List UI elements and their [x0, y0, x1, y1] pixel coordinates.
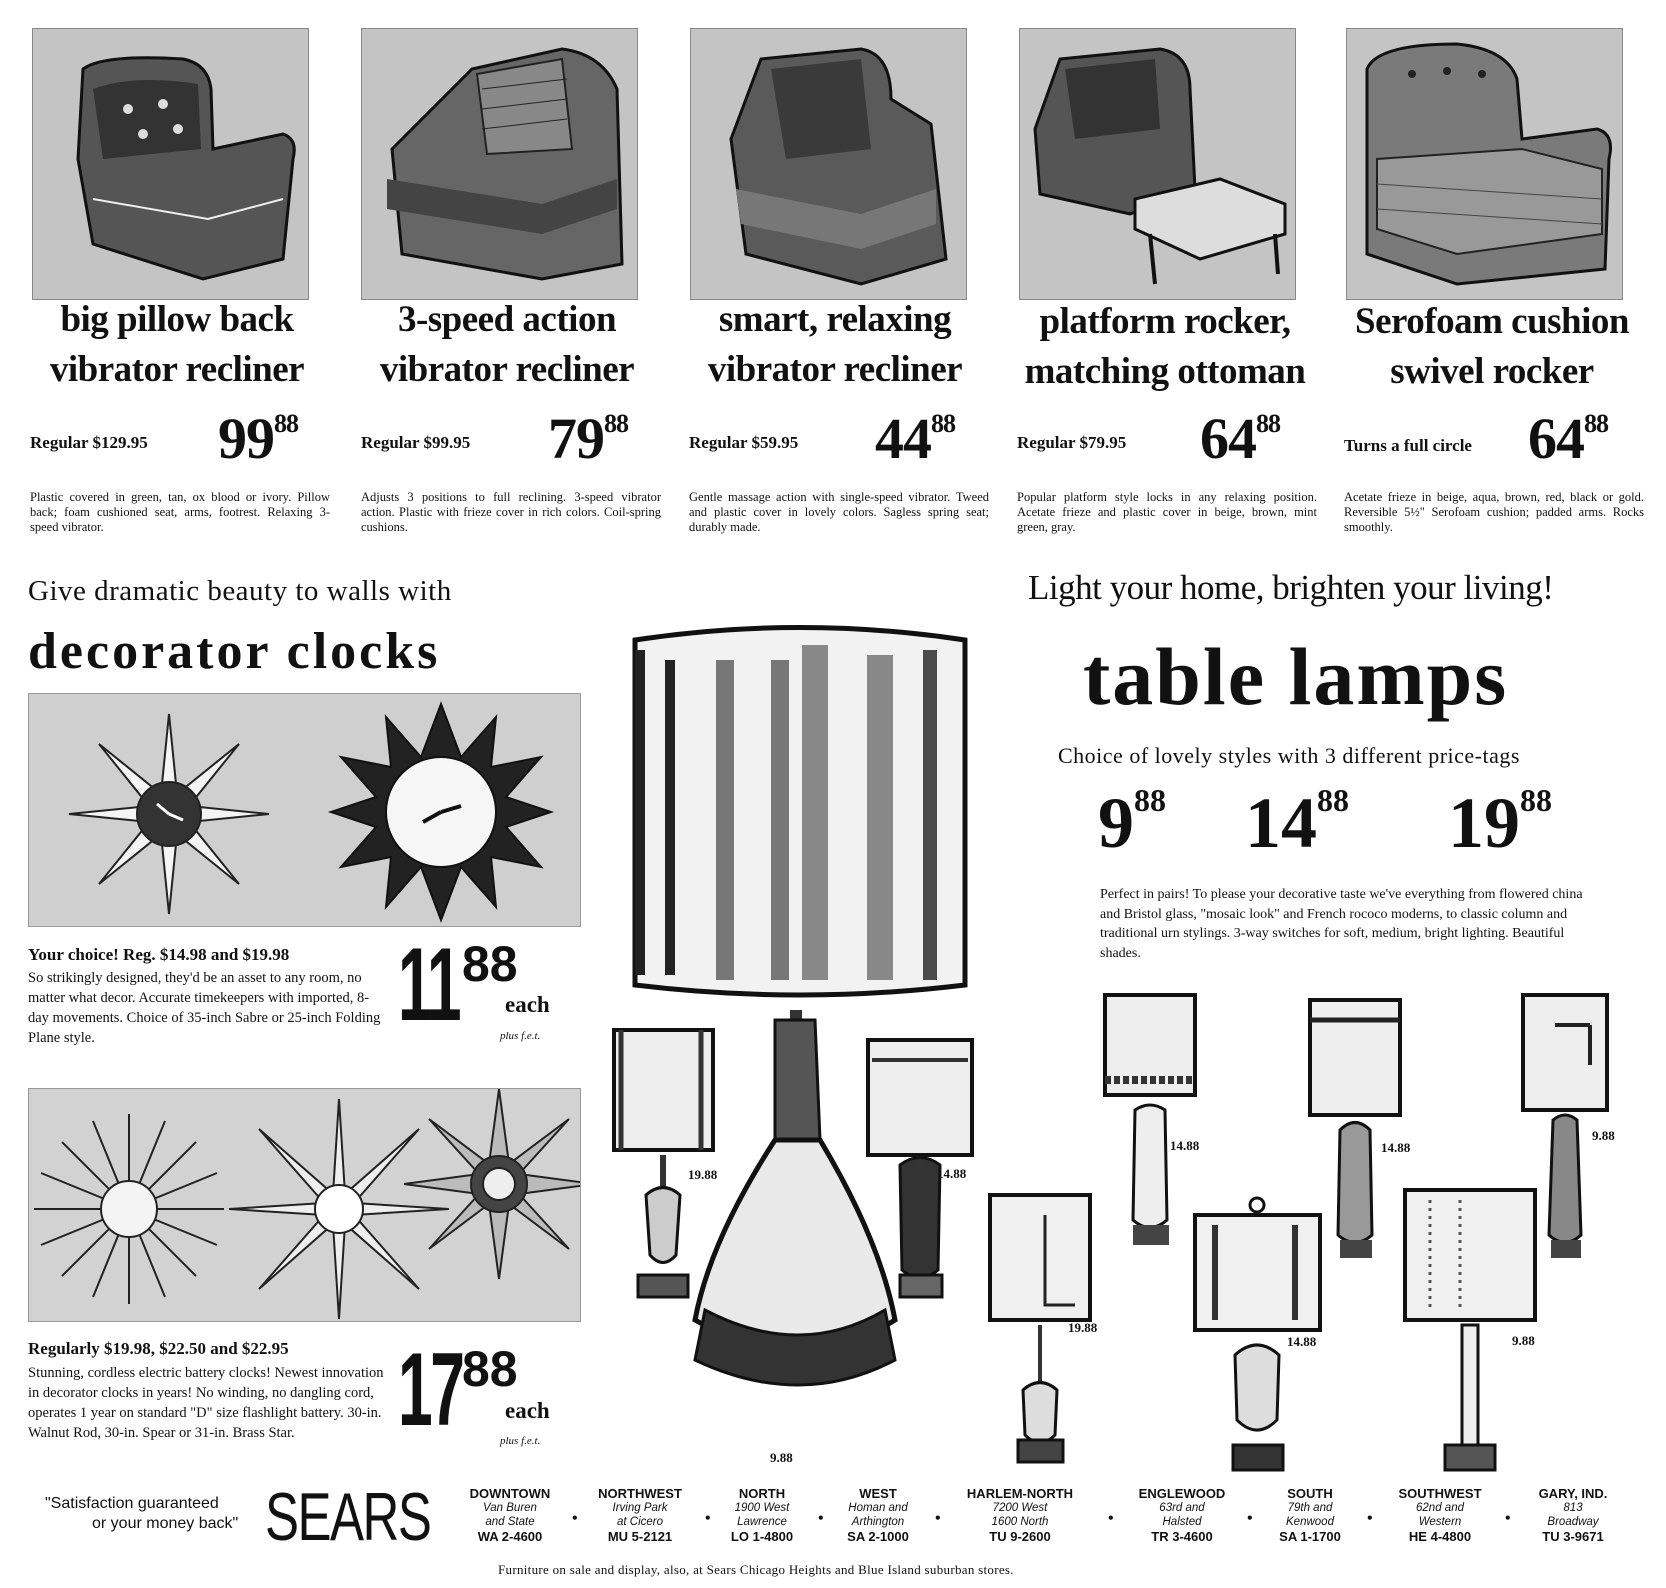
clock-offer-2-price-cents: 88	[462, 1341, 518, 1397]
store-harlem-north: HARLEM-NORTH 7200 West 1600 North TU 9-2600	[966, 1486, 1074, 1544]
chair-1-title-line1: big pillow back	[60, 299, 294, 340]
store-southwest: SOUTHWEST 62nd and Western HE 4-4800	[1398, 1486, 1482, 1544]
clock-offer-1-description: So strikingly designed, they'd be an asset to any room, no matter what decor. Accurate timekeepers with imported, 8-day movements. Choice of 35-inch Sabre or 25-inch Folding Plane style.	[28, 970, 381, 1046]
store-downtown: DOWNTOWN Van Buren and State WA 2-4600	[469, 1486, 551, 1544]
recliner-image-1	[32, 28, 309, 300]
lamps-description: Perfect in pairs! To please your decorative taste we've everything from flowered china and Bristol glass, "mosaic look" and French rococo moderns, to classic column and traditional urn stylings. 3-way switches for soft, medium, bright lighting. Beautiful shades.	[1100, 887, 1583, 961]
chair-5-description: Acetate frieze in beige, aqua, brown, red, black or gold. Reversible 5½" Serofoam cushion; padded arms. Rocks smoothly.	[1344, 490, 1644, 534]
chair-4-title-line2: matching ottoman	[1024, 351, 1306, 392]
store-englewood: ENGLEWOOD 63rd and Halsted TR 3-4600	[1138, 1486, 1226, 1544]
chair-4-description: Popular platform style locks in any relaxing position. Acetate frieze and plastic cover in beige, brown, mint green, gray.	[1017, 490, 1317, 534]
store-separator: •	[705, 1510, 711, 1527]
clock-offer-2-description: Stunning, cordless electric battery clocks! Newest innovation in decorator clocks in years! No winding, no dangling cord, operates 1 year on standard "D" size flashlight battery. 30-in. Walnut Rod, 30-in. Spear or 31-in. Brass Star.	[28, 1365, 384, 1441]
clock-offer-2-heading: Regularly $19.98, $22.50 and $22.95	[28, 1339, 289, 1358]
store-west: WEST Homan and Arthington SA 2-1000	[847, 1486, 909, 1544]
lamp-6-price: 14.88	[1381, 1140, 1411, 1155]
chair-4-sale-price: $64^{88}$	[1200, 406, 1281, 471]
clock-offer-2-each: each	[505, 1398, 550, 1423]
swivel-rocker-image	[1346, 28, 1623, 300]
store-northwest: NORTHWEST Irving Park at Cicero MU 5-2121	[598, 1486, 682, 1544]
recliner-image-2	[361, 28, 638, 300]
lamp-5-price: 14.88	[1287, 1334, 1317, 1349]
chair-3-sale-price: $44^{88}$	[875, 406, 956, 471]
clock-offer-1-price: 11	[398, 927, 460, 1043]
chair-2-regular-price: Regular $99.95	[361, 433, 471, 452]
chair-3-description: Gentle massage action with single-speed vibrator. Tweed and plastic cover in lovely colors. Sagless spring seat; durably made.	[689, 490, 989, 534]
lamp-4-price: 14.88	[1170, 1138, 1200, 1153]
sears-logo: SEARS	[265, 1479, 431, 1555]
lamp-price-3: $19^{88}$	[1448, 782, 1552, 863]
store-separator: •	[1247, 1510, 1253, 1527]
store-separator: •	[818, 1510, 824, 1527]
clocks-headline: decorator clocks	[28, 623, 441, 680]
chair-2-title-line2: vibrator recliner	[379, 349, 635, 390]
platform-rocker-image	[1019, 28, 1296, 300]
chair-3-title-line2: vibrator recliner	[707, 349, 963, 390]
store-separator: •	[1108, 1510, 1114, 1527]
recliner-image-3	[690, 28, 967, 300]
chair-4-title-line1: platform rocker,	[1039, 301, 1291, 342]
clock-offer-1-each: each	[505, 992, 550, 1017]
clocks-intro: Give dramatic beauty to walls with	[28, 575, 452, 607]
clock-photo-1	[28, 693, 581, 927]
store-gary: GARY, IND. 813 Broadway TU 3-9671	[1538, 1486, 1608, 1544]
lamp-illustration-1	[606, 1020, 721, 1310]
store-south: SOUTH 79th and Kenwood SA 1-1700	[1279, 1486, 1341, 1544]
chair-2-title-line1: 3-speed action	[397, 299, 617, 340]
chair-5-sale-price: $64^{88}$	[1528, 406, 1609, 471]
chair-2-sale-price: $79^{88}$	[548, 406, 629, 471]
chair-5-title-line1: Serofoam cushion	[1355, 301, 1629, 342]
suburban-stores-note: Furniture on sale and display, also, at Sears Chicago Heights and Blue Island suburban stores.	[498, 1562, 1014, 1577]
large-lamp-price: 9.88	[770, 1450, 793, 1465]
lamp-3-price: 19.88	[1068, 1320, 1098, 1335]
lamps-subheading: Choice of lovely styles with 3 different price-tags	[1058, 743, 1520, 768]
clock-offer-2-tax-note: plus f.e.t.	[500, 1435, 541, 1447]
clock-offer-1-price-cents: 88	[462, 936, 518, 992]
store-separator: •	[1367, 1510, 1373, 1527]
lamp-price-1: $9^{88}$	[1098, 782, 1166, 863]
chair-1-description: Plastic covered in green, tan, ox blood or ivory. Pillow back; foam cushioned seat, arms, footrest. Relaxing 3-speed vibrator.	[30, 490, 330, 534]
store-north: NORTH 1900 West Lawrence LO 1-4800	[730, 1486, 794, 1544]
lamp-price-2: $14^{88}$	[1245, 782, 1349, 863]
clock-photo-2	[28, 1088, 581, 1322]
chair-1-regular-price: Regular $129.95	[30, 433, 148, 452]
chair-5-title-line2: swivel rocker	[1390, 351, 1594, 392]
clock-offer-2-price: 17	[398, 1332, 463, 1448]
guarantee-line-2: or your money back"	[92, 1515, 239, 1532]
lamp-2-price: 14.88	[937, 1166, 967, 1181]
store-separator: •	[935, 1510, 941, 1527]
chair-2-description: Adjusts 3 positions to full reclining. 3-speed vibrator action. Plastic with frieze cover in rich colors. Coil-spring cushions.	[361, 490, 661, 534]
store-separator: •	[1505, 1510, 1511, 1527]
chair-4-regular-price: Regular $79.95	[1017, 433, 1127, 452]
guarantee-line-1: "Satisfaction guaranteed	[45, 1495, 219, 1512]
chair-1-title-line2: vibrator recliner	[49, 349, 305, 390]
lamp-7-price: 9.88	[1512, 1333, 1535, 1348]
clock-offer-1-heading: Your choice! Reg. $14.98 and $19.98	[28, 945, 290, 964]
chair-3-title-line1: smart, relaxing	[718, 299, 952, 340]
lamps-intro: Light your home, brighten your living!	[1028, 568, 1554, 607]
chair-1-sale-price: $99^{88}$	[218, 406, 299, 471]
lamp-1-price: 19.88	[688, 1167, 718, 1182]
chair-5-note: Turns a full circle	[1344, 436, 1472, 455]
lamp-illustration-6	[1300, 990, 1410, 1270]
lamps-headline: table lamps	[1083, 631, 1509, 722]
store-separator: •	[572, 1510, 578, 1527]
lamp-8-price: 9.88	[1592, 1128, 1615, 1143]
clock-offer-1-tax-note: plus f.e.t.	[500, 1030, 541, 1042]
chair-3-regular-price: Regular $59.95	[689, 433, 799, 452]
